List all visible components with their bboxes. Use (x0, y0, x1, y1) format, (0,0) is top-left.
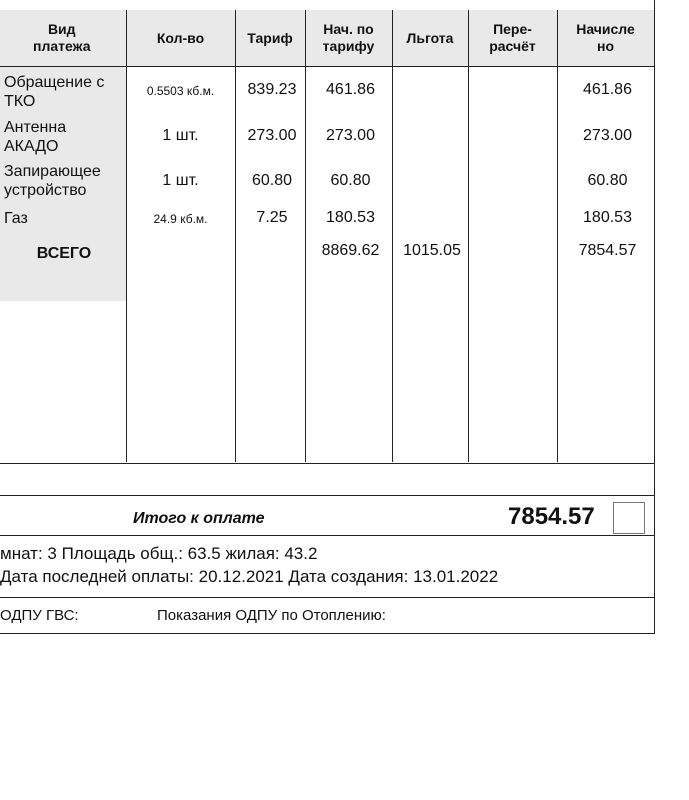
total-accrued: 7854.57 (578, 242, 637, 259)
header-accrued-by-tariff: Нач. по тарифу (305, 10, 392, 67)
total-accrued-by-tariff: 8869.62 (321, 242, 380, 259)
hot-water-meter-label: ОДПУ ГВС: (0, 607, 79, 624)
header-benefit: Льгота (392, 10, 468, 67)
payment-checkbox[interactable] (613, 502, 645, 534)
total-to-pay-label: Итого к оплате (133, 510, 265, 527)
row-4-accrued-by-tariff: 180.53 (326, 209, 375, 226)
row-4-tariff: 7.25 (256, 209, 288, 226)
row-1-accrued-by-tariff: 461.86 (326, 81, 375, 98)
row-2-tariff: 273.00 (247, 127, 297, 144)
total-benefit: 1015.05 (403, 242, 461, 259)
summary-bottom-divider (0, 535, 655, 536)
heating-meter-label: Показания ОДПУ по Отоплению: (157, 607, 386, 624)
meters-bottom-divider (0, 633, 655, 634)
table-bottom-divider (0, 463, 655, 464)
row-1-service: Обращение с ТКО (4, 74, 105, 110)
row-3-quantity: 1 шт. (162, 172, 199, 189)
total-label: ВСЕГО (36, 245, 92, 262)
header-tariff: Тариф (235, 10, 305, 67)
info-bottom-divider (0, 597, 655, 598)
row-2-accrued-by-tariff: 273.00 (326, 127, 375, 144)
row-2-accrued: 273.00 (583, 127, 632, 144)
row-3-service: Запирающее устройство (4, 163, 101, 199)
header-recalc: Пере-расчёт (468, 10, 557, 67)
row-1-quantity: 0.5503 кб.м. (146, 84, 215, 98)
row-1-accrued: 461.86 (583, 81, 632, 98)
row-4-quantity: 24.9 кб.м. (153, 212, 208, 226)
benefit-column (392, 67, 468, 463)
row-1-tariff: 839.23 (247, 81, 297, 98)
apartment-info: мнат: 3 Площадь общ.: 63.5 жилая: 43.2 (0, 544, 318, 563)
row-4-accrued: 180.53 (583, 209, 632, 226)
recalc-column (468, 67, 557, 463)
row-4-service: Газ (4, 210, 28, 227)
row-2-quantity: 1 шт. (162, 127, 199, 144)
header-service: Вид платежа (0, 10, 126, 67)
header-quantity: Кол-во (126, 10, 235, 67)
summary-top-divider (0, 495, 655, 496)
row-2-service: Антенна АКАДО (4, 119, 67, 155)
row-3-tariff: 60.80 (251, 172, 293, 189)
table-header-row (0, 10, 654, 67)
total-to-pay-value: 7854.57 (508, 503, 595, 530)
header-accrued: Начисле но (557, 10, 654, 67)
payment-dates: Дата последней оплаты: 20.12.2021 Дата создания: 13.01.2022 (0, 567, 499, 586)
row-3-accrued: 60.80 (587, 172, 628, 189)
row-3-accrued-by-tariff: 60.80 (330, 172, 371, 189)
